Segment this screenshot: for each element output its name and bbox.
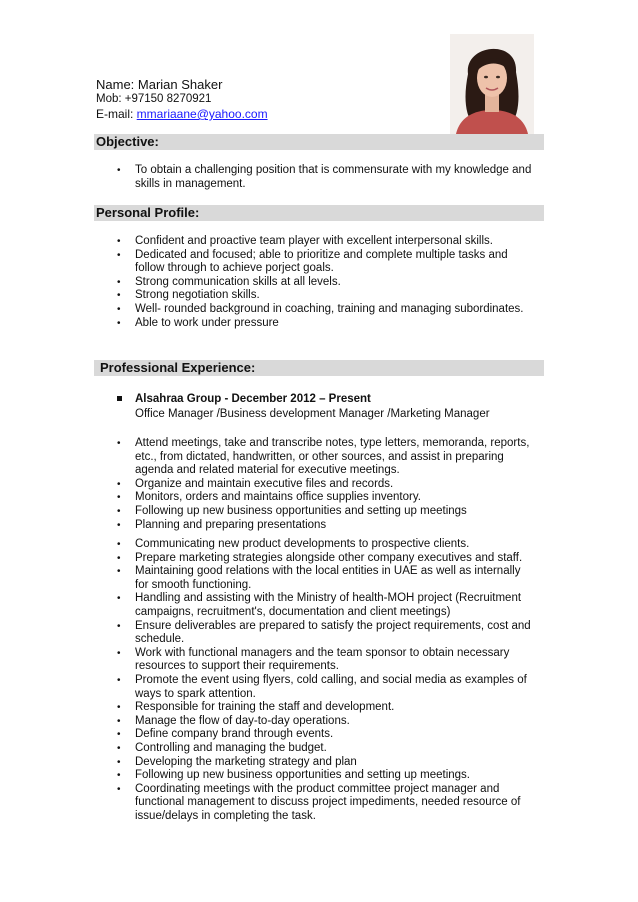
list-item: • Manage the flow of day-to-day operations. bbox=[117, 715, 537, 729]
email-link[interactable]: mmariaane@yahoo.com bbox=[136, 107, 268, 121]
list-item: • Dedicated and focused; able to prioritize and complete multiple tasks and follow through to achieve porject goals. bbox=[117, 249, 537, 276]
email-line bbox=[96, 107, 268, 121]
objective-list bbox=[117, 164, 537, 191]
list-item: • Developing the marketing strategy and plan bbox=[117, 756, 537, 770]
profile-photo bbox=[450, 34, 534, 134]
list-item: • Strong negotiation skills. bbox=[117, 289, 537, 303]
email-label: E-mail: bbox=[96, 107, 137, 121]
mobile-number: Mob: +97150 8270921 bbox=[96, 93, 212, 105]
job-entry bbox=[117, 392, 537, 422]
list-item: • Monitors, orders and maintains office supplies inventory. bbox=[117, 491, 537, 505]
section-personal-profile: Personal Profile: bbox=[94, 205, 544, 221]
experience-list-a bbox=[117, 437, 537, 532]
square-bullet-icon bbox=[117, 396, 122, 401]
section-objective: Objective: bbox=[94, 134, 544, 150]
list-item: • Organize and maintain executive files and records. bbox=[117, 478, 537, 492]
list-item: • Well- rounded background in coaching, training and managing subordinates. bbox=[117, 303, 537, 317]
portrait-image bbox=[450, 34, 534, 134]
profile-list bbox=[117, 235, 537, 330]
job-title: Alsahraa Group - December 2012 – Present bbox=[135, 393, 371, 405]
list-item: • Able to work under pressure bbox=[117, 317, 537, 331]
list-item: • Following up new business opportunities and setting up meetings. bbox=[117, 769, 537, 783]
list-item: • Confident and proactive team player with excellent interpersonal skills. bbox=[117, 235, 537, 249]
list-item: • Coordinating meetings with the product committee project manager and functional management to discuss project impediments, needed resource of issue/delays in completing the task. bbox=[117, 783, 537, 824]
list-item: • Prepare marketing strategies alongside other company executives and staff. bbox=[117, 552, 537, 566]
list-item: • Promote the event using flyers, cold calling, and social media as examples of ways to spark attention. bbox=[117, 674, 537, 701]
list-item: • Controlling and managing the budget. bbox=[117, 742, 537, 756]
experience-list-b bbox=[117, 538, 537, 823]
list-item: • Maintaining good relations with the local entities in UAE as well as internally for smooth functioning. bbox=[117, 565, 537, 592]
list-item: • Responsible for training the staff and development. bbox=[117, 701, 537, 715]
list-item: • To obtain a challenging position that is commensurate with my knowledge and skills in management. bbox=[117, 164, 537, 191]
list-item: • Handling and assisting with the Ministry of health-MOH project (Recruitment campaigns, recruitment's, documentation and client meetings) bbox=[117, 592, 537, 619]
list-item: • Communicating new product developments to prospective clients. bbox=[117, 538, 537, 552]
list-item: • Define company brand through events. bbox=[117, 728, 537, 742]
list-item: • Strong communication skills at all levels. bbox=[117, 276, 537, 290]
list-item: • Planning and preparing presentations bbox=[117, 519, 537, 533]
job-role: Office Manager /Business development Manager /Marketing Manager bbox=[135, 408, 490, 420]
list-item: • Following up new business opportunities and setting up meetings bbox=[117, 505, 537, 519]
list-item: • Ensure deliverables are prepared to satisfy the project requirements, cost and schedule. bbox=[117, 620, 537, 647]
list-item: • Work with functional managers and the team sponsor to obtain necessary resources to support their requirements. bbox=[117, 647, 537, 674]
section-professional-experience: Professional Experience: bbox=[94, 360, 544, 376]
candidate-name: Name: Marian Shaker bbox=[96, 77, 223, 92]
list-item: • Attend meetings, take and transcribe notes, type letters, memoranda, reports, etc., from dictated, handwritten, or other sources, and assist in preparing agenda and related material for executive meetings. bbox=[117, 437, 537, 478]
